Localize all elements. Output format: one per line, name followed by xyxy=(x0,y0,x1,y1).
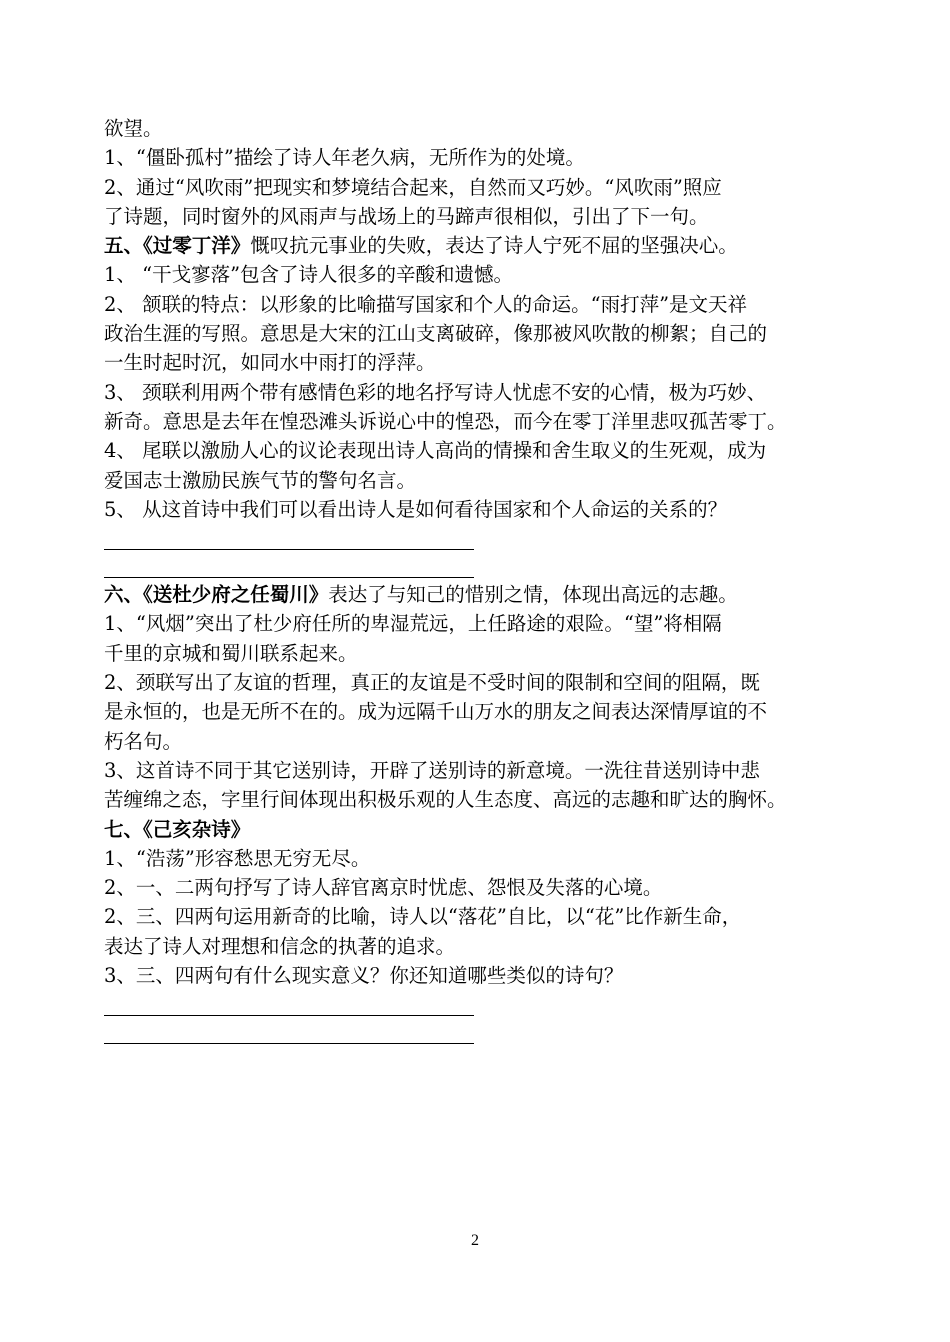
blank-rule xyxy=(104,1043,474,1044)
section-seven-title: 七、《己亥杂诗》 xyxy=(104,817,251,841)
text-line: 3、三、四两句有什么现实意义？你还知道哪些类似的诗句？ xyxy=(104,964,624,988)
section-six-heading xyxy=(104,580,862,609)
answer-blank-line[interactable] xyxy=(104,524,862,552)
text-line: 2、一、二两句抒写了诗人辞官离京时忧虑、怨恨及失落的心境。 xyxy=(104,876,663,900)
text-line: 1、 “干戈寥落”包含了诗人很多的辛酸和遗憾。 xyxy=(104,263,514,287)
text-line: 了诗题，同时窗外的风雨声与战场上的马蹄声很相似，引出了下一句。 xyxy=(104,204,709,228)
text-line: 一生时起时沉，如同水中雨打的浮萍。 xyxy=(104,351,436,375)
section-six-summary: 表达了与知己的惜别之情，体现出高远的志趣。 xyxy=(328,583,738,607)
text-line: 苦缠绵之态，字里行间体现出积极乐观的人生态度、高远的志趣和旷达的胸怀。 xyxy=(104,788,787,812)
text-line: 欲望。 xyxy=(104,117,163,140)
text-line: 3、这首诗不同于其它送别诗，开辟了送别诗的新意境。一洗往昔送别诗中悲 xyxy=(104,758,760,782)
document-body xyxy=(104,114,862,1046)
text-line: 3、 颈联利用两个带有感情色彩的地名抒写诗人忧虑不安的心情，极为巧妙、 xyxy=(104,380,767,404)
text-line: 2、颈联写出了友谊的哲理，真正的友谊是不受时间的限制和空间的阻隔，既 xyxy=(104,671,760,695)
blank-rule xyxy=(104,549,474,550)
text-line: 是永恒的，也是无所不在的。成为远隔千山万水的朋友之间表达深情厚谊的不 xyxy=(104,700,768,724)
section-six-title: 六、《送杜少府之任蜀川》 xyxy=(104,583,329,607)
text-line: 1、“僵卧孤村”描绘了诗人年老久病，无所作为的处境。 xyxy=(104,146,585,170)
text-line: 千里的京城和蜀川联系起来。 xyxy=(104,641,358,665)
text-line: 新奇。意思是去年在惶恐滩头诉说心中的惶恐，而今在零丁洋里悲叹孤苦零丁。 xyxy=(104,409,787,433)
text-line: 朽名句。 xyxy=(104,729,183,753)
section-five-summary: 慨叹抗元事业的失败，表达了诗人宁死不屈的坚强决心。 xyxy=(250,234,738,258)
text-line: 爱国志士激励民族气节的警句名言。 xyxy=(104,468,417,492)
text-line: 4、 尾联以激励人心的议论表现出诗人高尚的情操和舍生取义的生死观，成为 xyxy=(104,439,767,463)
answer-blank-line[interactable] xyxy=(104,552,862,580)
text-line: 2、三、四两句运用新奇的比喻，诗人以“落花”自比，以“花”比作新生命， xyxy=(104,905,742,929)
page-number: 2 xyxy=(471,1232,479,1249)
text-line: 表达了诗人对理想和信念的执著的追求。 xyxy=(104,934,456,958)
text-line: 2、通过“风吹雨”把现实和梦境结合起来，自然而又巧妙。“风吹雨”照应 xyxy=(104,175,722,199)
answer-blank-line[interactable] xyxy=(104,1018,862,1046)
text-line: 政治生涯的写照。意思是大宋的江山支离破碎，像那被风吹散的柳絮；自己的 xyxy=(104,322,768,346)
section-five-heading xyxy=(104,231,862,260)
blank-rule xyxy=(104,1015,474,1016)
section-five-title: 五、《过零丁洋》 xyxy=(104,234,251,258)
answer-blank-line[interactable] xyxy=(104,990,862,1018)
text-line: 1、“浩荡”形容愁思无穷无尽。 xyxy=(104,846,371,870)
blank-rule xyxy=(104,577,474,578)
text-line: 5、 从这首诗中我们可以看出诗人是如何看待国家和个人命运的关系的？ xyxy=(104,497,728,521)
text-line: 1、“风烟”突出了杜少府任所的卑湿荒远，上任路途的艰险。“望”将相隔 xyxy=(104,612,722,636)
text-line: 2、 颔联的特点：以形象的比喻描写国家和个人的命运。“雨打萍”是文天祥 xyxy=(104,292,748,316)
